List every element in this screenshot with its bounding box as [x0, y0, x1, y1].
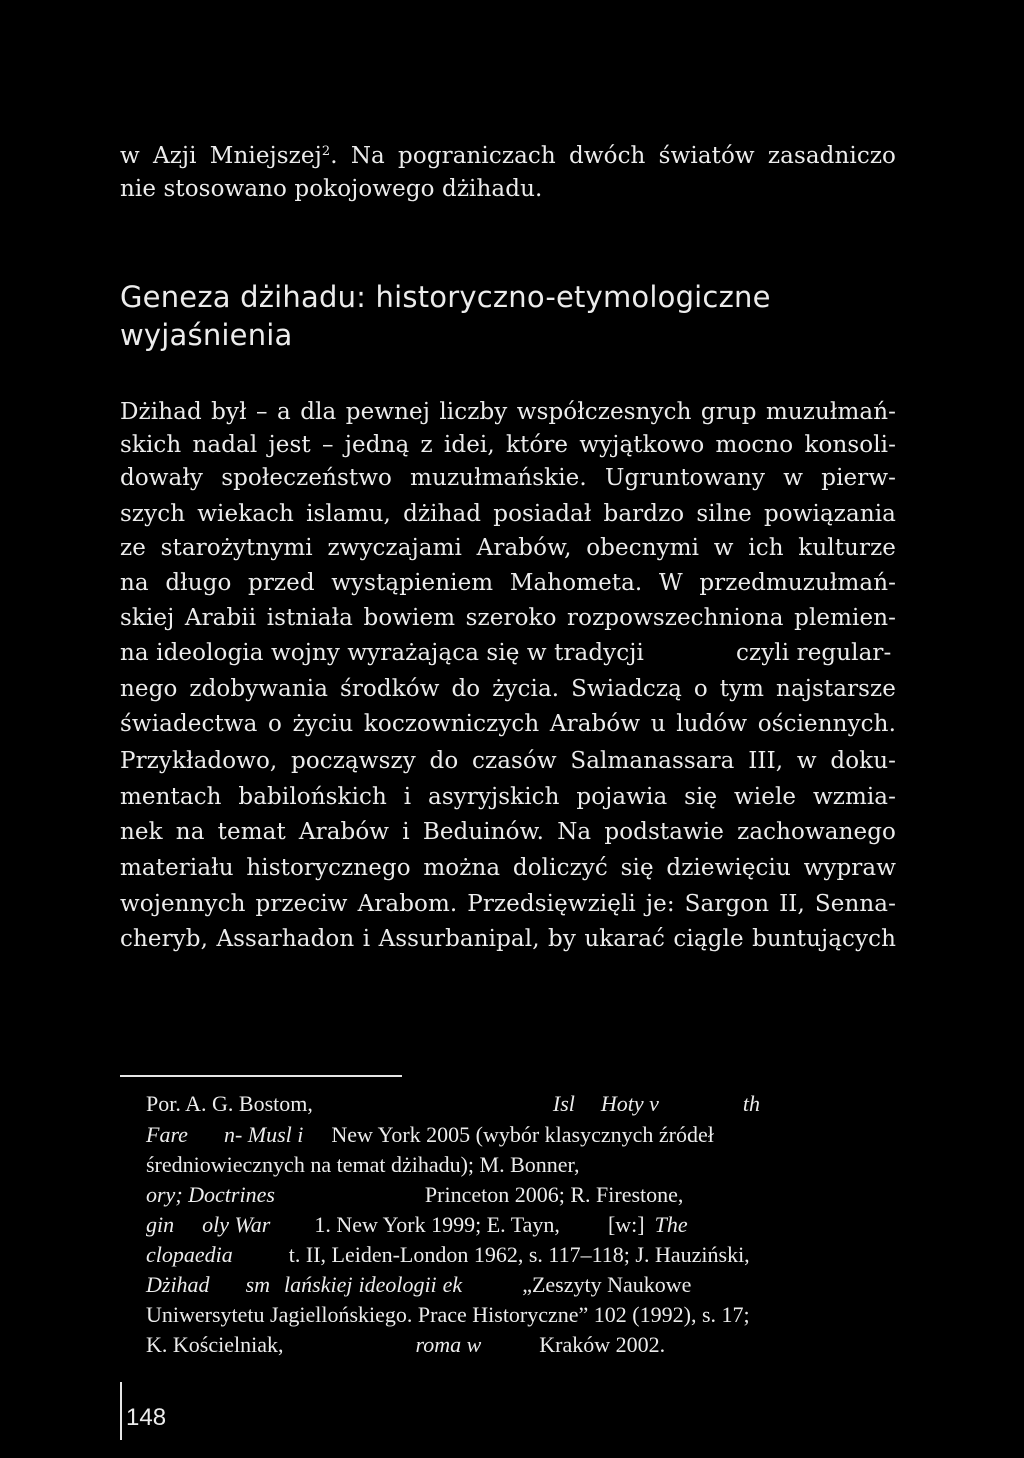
footnote-title-fragment: lańskiej: [284, 1272, 353, 1297]
intro-line-1: [120, 139, 896, 173]
footnote-text: New York 2005 (wybór klasycznych źródeł: [331, 1122, 714, 1147]
footnote-line-6: [146, 1241, 896, 1269]
body-line: szych wiekach islamu, dżihad posiadał bardzo silne powiązania: [120, 501, 896, 527]
body-line: na ideologia wojny wyrażająca się w tradycji: [120, 640, 644, 666]
footnote-text: 1. New York 1999; E. Tayn,: [314, 1212, 560, 1237]
footnote-text: Por. A. G. Bostom,: [146, 1091, 313, 1116]
body-line: mentach babilońskich i asyryjskich pojawia się wiele wzmia-: [120, 784, 896, 810]
footnote-line-8: Uniwersytetu Jagiellońskiego. Prace Historyczne” 102 (1992), s. 17;: [146, 1302, 750, 1327]
footnote-text: [w:]: [607, 1212, 645, 1237]
footnote-title-fragment: oly War: [202, 1212, 271, 1237]
page-number-bar: [120, 1382, 122, 1440]
footnote-title-fragment: Hoty v: [600, 1091, 659, 1116]
body-line: ze starożytnymi zwyczajami Arabów, obecnymi w ich kulturze: [120, 535, 896, 561]
body-line: skich nadal jest – jedną z idei, które wyjątkowo mocno konsoli-: [120, 432, 896, 458]
page-number: 148: [126, 1404, 167, 1431]
body-line: materiału historycznego można doliczyć się dziewięciu wypraw: [120, 855, 896, 881]
footnote-title-fragment: roma w: [415, 1332, 482, 1357]
footnote-line-3: średniowiecznych na temat dżihadu); M. Bonner,: [146, 1152, 580, 1177]
footnote-title-fragment: The: [654, 1212, 688, 1237]
intro-line-2: nie stosowano pokojowego dżihadu.: [120, 176, 543, 202]
intro-text: w Azji Mniejszej: [120, 143, 322, 169]
footnote-title-fragment: sm: [245, 1272, 271, 1297]
footnote-line-1: [146, 1090, 896, 1118]
body-line: skiej Arabii istniała bowiem szeroko rozpowszechniona plemien-: [120, 605, 896, 631]
section-heading-line-1: Geneza dżihadu: historyczno-etymologiczne: [120, 280, 771, 314]
footnote-title-fragment: Dżihad: [146, 1272, 210, 1297]
body-line: świadectwa o życiu koczowniczych Arabów u ludów ościennych.: [120, 711, 896, 737]
footnote-text: „Zeszyty Naukowe: [522, 1272, 692, 1297]
footnote-title-fragment: clopaedia: [146, 1242, 233, 1267]
footnote-title-fragment: ory; Doctrines: [146, 1182, 275, 1207]
footnote-title-fragment: gin: [146, 1212, 175, 1237]
footnote-divider: [120, 1075, 402, 1077]
body-line: dowały społeczeństwo muzułmańskie. Ugruntowany w pierw-: [120, 465, 896, 491]
body-line: nek na temat Arabów i Beduinów. Na podstawie zachowanego: [120, 819, 896, 845]
footnote-title-fragment: ideologii: [358, 1272, 437, 1297]
footnote-text: Princeton 2006; R. Firestone,: [424, 1182, 684, 1207]
footnote-title-fragment: th: [742, 1091, 761, 1116]
footnote-ref[interactable]: 2: [321, 144, 331, 159]
body-line: Dżihad był – a dla pewnej liczby współczesnych grup muzułmań-: [120, 399, 896, 425]
intro-text-rest: . Na pograniczach dwóch światów zasadniczo: [330, 143, 896, 169]
body-line: nego zdobywania środków do życia. Swiadczą o tym najstarsze: [120, 676, 896, 702]
footnote-text: t. II, Leiden-London 1962, s. 117–118; J. Hauziński,: [288, 1242, 750, 1267]
footnote-line-5: [146, 1211, 896, 1239]
footnote-title-fragment: Isl: [552, 1091, 575, 1116]
footnote-title-fragment: n- Musl i: [223, 1122, 304, 1147]
body-line: Przykładowo, począwszy do czasów Salmanassara III, w doku-: [120, 748, 896, 774]
footnote-line-2: [146, 1121, 896, 1149]
footnote-line-7: [146, 1271, 896, 1299]
footnote-title-fragment: Fare: [146, 1122, 188, 1147]
footnote-line-9: [146, 1331, 896, 1359]
footnote-text: Kraków 2002.: [539, 1332, 666, 1357]
body-line-continuation: czyli regular-: [736, 640, 892, 666]
body-line: cheryb, Assarhadon i Assurbanipal, by ukarać ciągle buntujących: [120, 926, 896, 952]
section-heading-line-2: wyjaśnienia: [120, 318, 293, 352]
footnote-line-4: [146, 1181, 896, 1209]
footnote-title-fragment: ek: [442, 1272, 463, 1297]
body-line: na długo przed wystąpieniem Mahometa. W przedmuzułmań-: [120, 570, 896, 596]
footnote-text: K. Kościelniak,: [146, 1332, 284, 1357]
body-line: wojennych przeciw Arabom. Przedsięwzięli je: Sargon II, Senna-: [120, 891, 896, 917]
